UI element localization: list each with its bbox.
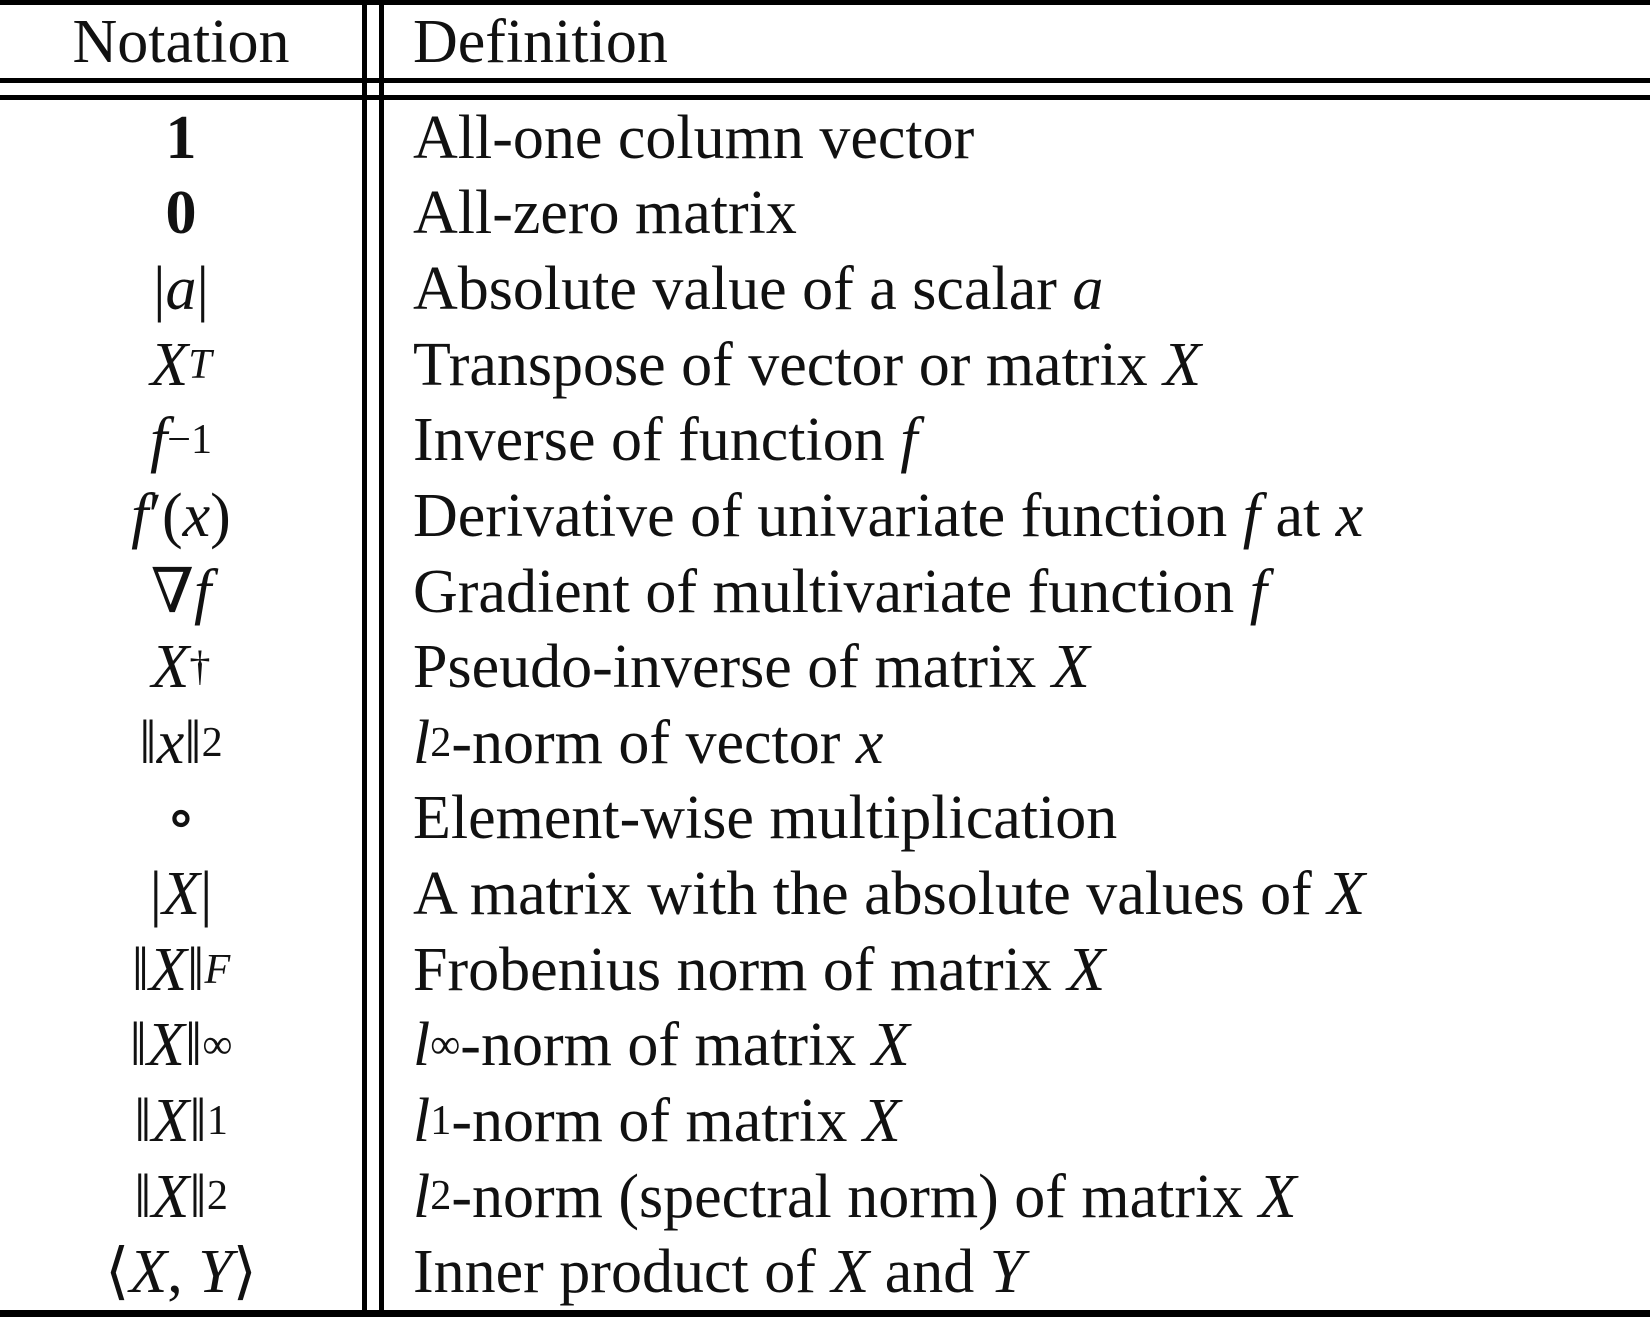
math-segment: 1	[165, 103, 197, 172]
math-segment: X	[862, 1086, 901, 1155]
notation-cell	[0, 176, 362, 252]
math-segment: x	[156, 708, 185, 777]
math-segment: f	[131, 481, 149, 550]
table-row	[0, 554, 1650, 630]
notation-cell	[0, 1234, 362, 1310]
math-segment: ‖	[187, 935, 205, 1004]
notation-cell	[0, 1159, 362, 1235]
notation-cell	[0, 781, 362, 857]
math-segment: and	[869, 1238, 990, 1307]
math-segment: X	[1067, 935, 1106, 1004]
math-segment: ‖	[134, 1086, 152, 1155]
math-segment: All-zero matrix	[413, 179, 797, 248]
math-segment: ‖	[129, 1011, 148, 1080]
math-segment: Y	[989, 1238, 1025, 1307]
definition-cell	[384, 856, 1650, 932]
table-row	[0, 856, 1650, 932]
math-segment: Derivative of univariate function	[413, 481, 1243, 550]
table-bottom-rule	[0, 1310, 1650, 1317]
math-segment: f	[194, 557, 212, 626]
math-segment: -norm (spectral norm) of matrix	[451, 1162, 1259, 1231]
math-segment: ′(	[148, 481, 183, 550]
notation-cell	[0, 932, 362, 1008]
math-segment: F	[204, 945, 231, 993]
math-segment: ‖	[189, 1162, 207, 1231]
table-row	[0, 478, 1650, 554]
table-row	[0, 705, 1650, 781]
math-segment: Inner product of	[413, 1238, 832, 1307]
math-segment: T	[188, 340, 212, 388]
math-segment: X	[1327, 860, 1366, 929]
math-segment: Frobenius norm of matrix	[413, 935, 1068, 1004]
math-segment: 2	[201, 718, 223, 766]
math-segment: ‖	[189, 1086, 207, 1155]
table-row	[0, 629, 1650, 705]
math-segment: Element-wise multiplication	[413, 784, 1118, 853]
notation-cell	[0, 100, 362, 176]
notation-cell	[0, 403, 362, 479]
math-segment: -norm of vector	[451, 708, 856, 777]
math-segment: a	[1072, 255, 1104, 324]
notation-cell	[0, 251, 362, 327]
definition-cell	[384, 554, 1650, 630]
definition-cell	[384, 932, 1650, 1008]
math-segment: X	[151, 1086, 190, 1155]
table-row	[0, 781, 1650, 857]
math-segment: at	[1260, 481, 1336, 550]
math-segment: ‖	[184, 708, 202, 777]
math-segment: 2	[430, 1172, 452, 1220]
table-body	[0, 100, 1650, 1310]
table-row	[0, 403, 1650, 479]
definition-cell	[384, 176, 1650, 252]
math-segment: A matrix with the absolute values of	[413, 860, 1328, 929]
math-segment: ‖	[134, 1162, 152, 1231]
math-segment: X	[831, 1238, 870, 1307]
math-segment: x	[855, 708, 884, 777]
math-segment: X	[129, 1238, 168, 1307]
math-segment: f	[1249, 557, 1267, 626]
header-definition: Definition	[413, 7, 668, 76]
math-segment: |	[153, 255, 166, 324]
math-segment: X	[151, 633, 190, 702]
definition-cell	[384, 100, 1650, 176]
math-segment: -norm of matrix	[451, 1086, 863, 1155]
math-segment: All-one column vector	[413, 103, 975, 172]
math-segment: 0	[165, 179, 197, 248]
math-segment: x	[1335, 481, 1364, 550]
math-segment: f	[149, 406, 168, 475]
math-segment: Gradient of multivariate function	[413, 557, 1250, 626]
math-segment: ‖	[139, 708, 157, 777]
math-segment: f	[1242, 481, 1261, 550]
math-segment: Absolute value of a scalar	[413, 255, 1073, 324]
notation-cell	[0, 1008, 362, 1084]
math-segment: Transpose of vector or matrix	[413, 330, 1164, 399]
math-segment: X	[147, 1011, 185, 1080]
definition-cell	[384, 629, 1650, 705]
definition-cell	[384, 478, 1650, 554]
math-segment: l	[413, 1086, 431, 1155]
math-segment: X	[149, 935, 188, 1004]
math-segment: l	[413, 1011, 431, 1080]
definition-cell	[384, 1008, 1650, 1084]
math-segment: X	[151, 1162, 190, 1231]
math-segment: ‖	[131, 935, 150, 1004]
math-segment: Pseudo-inverse of matrix	[413, 633, 1052, 702]
math-segment: X	[1258, 1162, 1297, 1231]
math-segment: -norm of matrix	[460, 1011, 872, 1080]
table-header-row	[0, 5, 1650, 78]
math-segment: |	[149, 860, 163, 929]
table-row	[0, 1083, 1650, 1159]
math-segment: X	[162, 860, 200, 929]
math-segment: ⟩	[232, 1238, 257, 1307]
notation-cell	[0, 1083, 362, 1159]
math-segment: |	[196, 255, 209, 324]
notation-cell	[0, 705, 362, 781]
definition-cell	[384, 705, 1650, 781]
table-row	[0, 1008, 1650, 1084]
math-segment: 1	[430, 1096, 452, 1144]
definition-cell	[384, 1083, 1650, 1159]
math-segment: −1	[167, 416, 213, 464]
math-segment: f	[900, 406, 918, 475]
math-segment: 2	[430, 718, 452, 766]
math-segment: ∞	[430, 1021, 461, 1069]
math-segment: Y	[198, 1238, 233, 1307]
math-segment: )	[210, 481, 231, 550]
math-segment: ⟨	[105, 1238, 130, 1307]
math-segment: ‖	[184, 1011, 203, 1080]
definition-cell	[384, 251, 1650, 327]
math-segment: a	[165, 255, 197, 324]
table-row	[0, 100, 1650, 176]
table-row	[0, 1234, 1650, 1310]
notation-cell	[0, 629, 362, 705]
notation-cell	[0, 554, 362, 630]
header-divider-rule-upper	[0, 78, 1650, 83]
math-segment: X	[871, 1011, 910, 1080]
math-segment: Inverse of function	[413, 406, 901, 475]
table-row	[0, 251, 1650, 327]
math-segment: †	[189, 643, 211, 691]
math-segment: x	[182, 481, 211, 550]
math-segment: ∇	[150, 557, 195, 626]
math-segment: l	[413, 1162, 431, 1231]
definition-cell	[384, 1234, 1650, 1310]
table-row	[0, 1159, 1650, 1235]
definition-cell	[384, 403, 1650, 479]
math-segment: ∞	[202, 1021, 233, 1069]
math-segment: 1	[206, 1096, 228, 1144]
table-row	[0, 327, 1650, 403]
header-notation: Notation	[72, 7, 290, 76]
math-segment: l	[413, 708, 431, 777]
math-segment: ∘	[165, 784, 197, 853]
table-row	[0, 176, 1650, 252]
math-segment: X	[150, 330, 189, 399]
definition-cell	[384, 327, 1650, 403]
definition-cell	[384, 781, 1650, 857]
notation-cell	[0, 327, 362, 403]
math-segment: ,	[167, 1238, 199, 1307]
math-segment: X	[1051, 633, 1090, 702]
math-segment: X	[1163, 330, 1202, 399]
table-row	[0, 932, 1650, 1008]
math-segment: 2	[206, 1172, 228, 1220]
math-segment: |	[199, 860, 213, 929]
definition-cell	[384, 1159, 1650, 1235]
notation-cell	[0, 478, 362, 554]
notation-cell	[0, 856, 362, 932]
